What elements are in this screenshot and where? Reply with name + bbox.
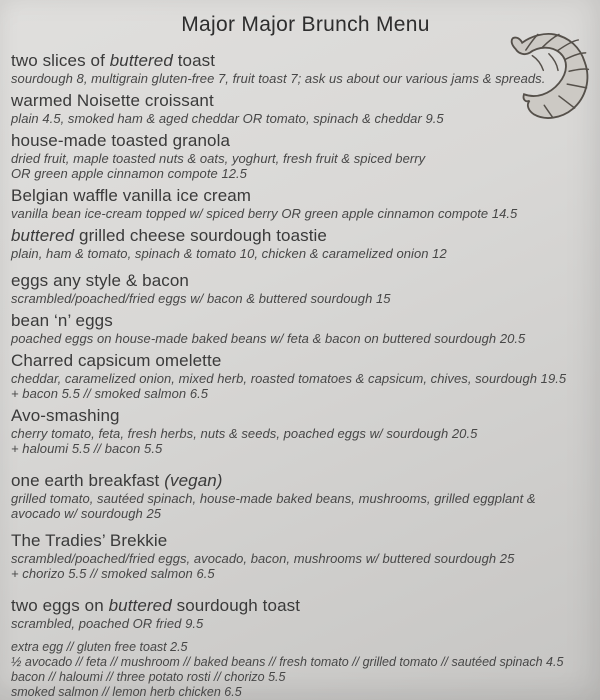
extras-line: bacon // haloumi // three potato rosti // chorizo 5.5 — [11, 670, 286, 684]
menu-item-name: house-made toasted granola — [11, 131, 231, 150]
menu-item-name: Belgian waffle vanilla ice cream — [11, 186, 252, 205]
menu-item-addon: + haloumi 5.5 // bacon 5.5 — [11, 441, 163, 456]
menu-item-desc: scrambled/poached/fried eggs, avocado, bacon, mushrooms w/ buttered sourdough 25 — [11, 551, 515, 566]
extras-line: smoked salmon // lemon herb chicken 6.5 — [11, 685, 242, 699]
menu-item-two-eggs-toast — [11, 596, 600, 631]
menu-list — [11, 51, 600, 700]
menu-item-name: The Tradies’ Brekkie — [11, 531, 168, 550]
menu-item-desc: scrambled, poached OR fried 9.5 — [11, 616, 204, 631]
extras-section — [11, 640, 600, 700]
croissant-icon — [501, 26, 593, 122]
menu-item-name: two slices of buttered toast — [11, 51, 216, 70]
menu-item-name: two eggs on buttered sourdough toast — [11, 596, 301, 615]
extras-line: extra egg // gluten free toast 2.5 — [11, 640, 188, 654]
menu-item-desc: poached eggs on house-made baked beans w/ feta & bacon on buttered sourdough 20.5 — [11, 331, 526, 346]
menu-item-eggs-any-style — [11, 271, 600, 306]
menu-item-name: eggs any style & bacon — [11, 271, 189, 290]
menu-item-desc: plain 4.5, smoked ham & aged cheddar OR tomato, spinach & cheddar 9.5 — [11, 111, 444, 126]
menu-item-name: Charred capsicum omelette — [11, 351, 222, 370]
menu-item-tradies-brekkie — [11, 531, 600, 581]
menu-item-desc: sourdough 8, multigrain gluten-free 7, fruit toast 7; ask us about our various jams & spreads. — [11, 71, 546, 86]
menu-item-desc: cherry tomato, feta, fresh herbs, nuts & seeds, poached eggs w/ sourdough 20.5 — [11, 426, 478, 441]
menu-item-belgian-waffle — [11, 186, 600, 221]
menu-item-name: buttered grilled cheese sourdough toastie — [11, 226, 327, 245]
menu-item-desc: grilled tomato, sautéed spinach, house-made baked beans, mushrooms, grilled eggplant & — [11, 491, 536, 506]
menu-item-addon: + chorizo 5.5 // smoked salmon 6.5 — [11, 566, 215, 581]
menu-item-name: bean ‘n’ eggs — [11, 311, 113, 330]
menu-item-desc: vanilla bean ice-cream topped w/ spiced berry OR green apple cinnamon compote 14.5 — [11, 206, 518, 221]
menu-item-desc: OR green apple cinnamon compote 12.5 — [11, 166, 247, 181]
menu-item-grilled-cheese-toastie — [11, 226, 600, 261]
page-title: Major Major Brunch Menu — [181, 13, 430, 36]
menu-item-desc: cheddar, caramelized onion, mixed herb, roasted tomatoes & capsicum, chives, sourdough 19.5 — [11, 371, 567, 386]
menu-item-desc: plain, ham & tomato, spinach & tomato 10, chicken & caramelized onion 12 — [11, 246, 447, 261]
menu-item-desc: dried fruit, maple toasted nuts & oats, yoghurt, fresh fruit & spiced berry — [11, 151, 426, 166]
menu-item-name: one earth breakfast (vegan) — [11, 471, 223, 490]
menu-item-avo-smashing — [11, 406, 600, 456]
extras-line: ½ avocado // feta // mushroom // baked beans // fresh tomato // grilled tomato // sautéed spinach 4.5 — [11, 655, 564, 669]
menu-item-toasted-granola — [11, 131, 600, 181]
menu-item-bean-n-eggs — [11, 311, 600, 346]
menu-item-desc: scrambled/poached/fried eggs w/ bacon & buttered sourdough 15 — [11, 291, 391, 306]
menu-item-name: Avo-smashing — [11, 406, 120, 425]
menu-item-name: warmed Noisette croissant — [11, 91, 214, 110]
menu-item-addon: + bacon 5.5 // smoked salmon 6.5 — [11, 386, 209, 401]
menu-item-desc: avocado w/ sourdough 25 — [11, 506, 162, 521]
menu-item-capsicum-omelette — [11, 351, 600, 401]
menu-item-one-earth-breakfast — [11, 471, 600, 521]
